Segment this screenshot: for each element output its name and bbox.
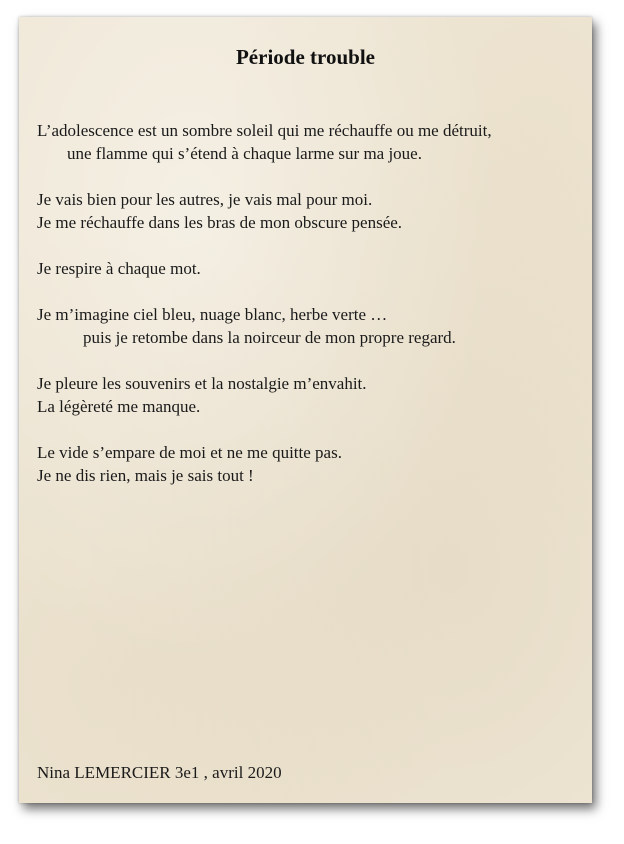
stanza-2 (37, 188, 582, 234)
poem-line: Je vais bien pour les autres, je vais mal pour moi. (37, 190, 373, 209)
stanza-5 (37, 372, 582, 418)
poem-line: Je m’imagine ciel bleu, nuage blanc, herbe verte … (37, 305, 388, 324)
poem-body (37, 119, 582, 510)
poem-line: Je pleure les souvenirs et la nostalgie m’envahit. (37, 374, 367, 393)
poem-line: Je respire à chaque mot. (37, 259, 201, 278)
stanza-1 (37, 119, 582, 165)
stanza-3 (37, 257, 582, 280)
poem-line: Le vide s’empare de moi et ne me quitte pas. (37, 443, 342, 462)
paper-sheet (19, 17, 592, 803)
poem-title: Période trouble (235, 45, 375, 69)
poem-line: puis je retombe dans la noirceur de mon propre regard. (83, 328, 456, 347)
author-signature: Nina LEMERCIER 3e1 , avril 2020 (37, 763, 282, 782)
poem-line: une flamme qui s’étend à chaque larme sur ma joue. (67, 144, 422, 163)
poem-line: L’adolescence est un sombre soleil qui me réchauffe ou me détruit, (37, 121, 492, 140)
stanza-4 (37, 303, 582, 349)
poem-line: La légèreté me manque. (37, 397, 201, 416)
poem-line: Je me réchauffe dans les bras de mon obscure pensée. (37, 213, 403, 232)
poem-line: Je ne dis rien, mais je sais tout ! (37, 466, 254, 485)
stanza-6 (37, 441, 582, 487)
